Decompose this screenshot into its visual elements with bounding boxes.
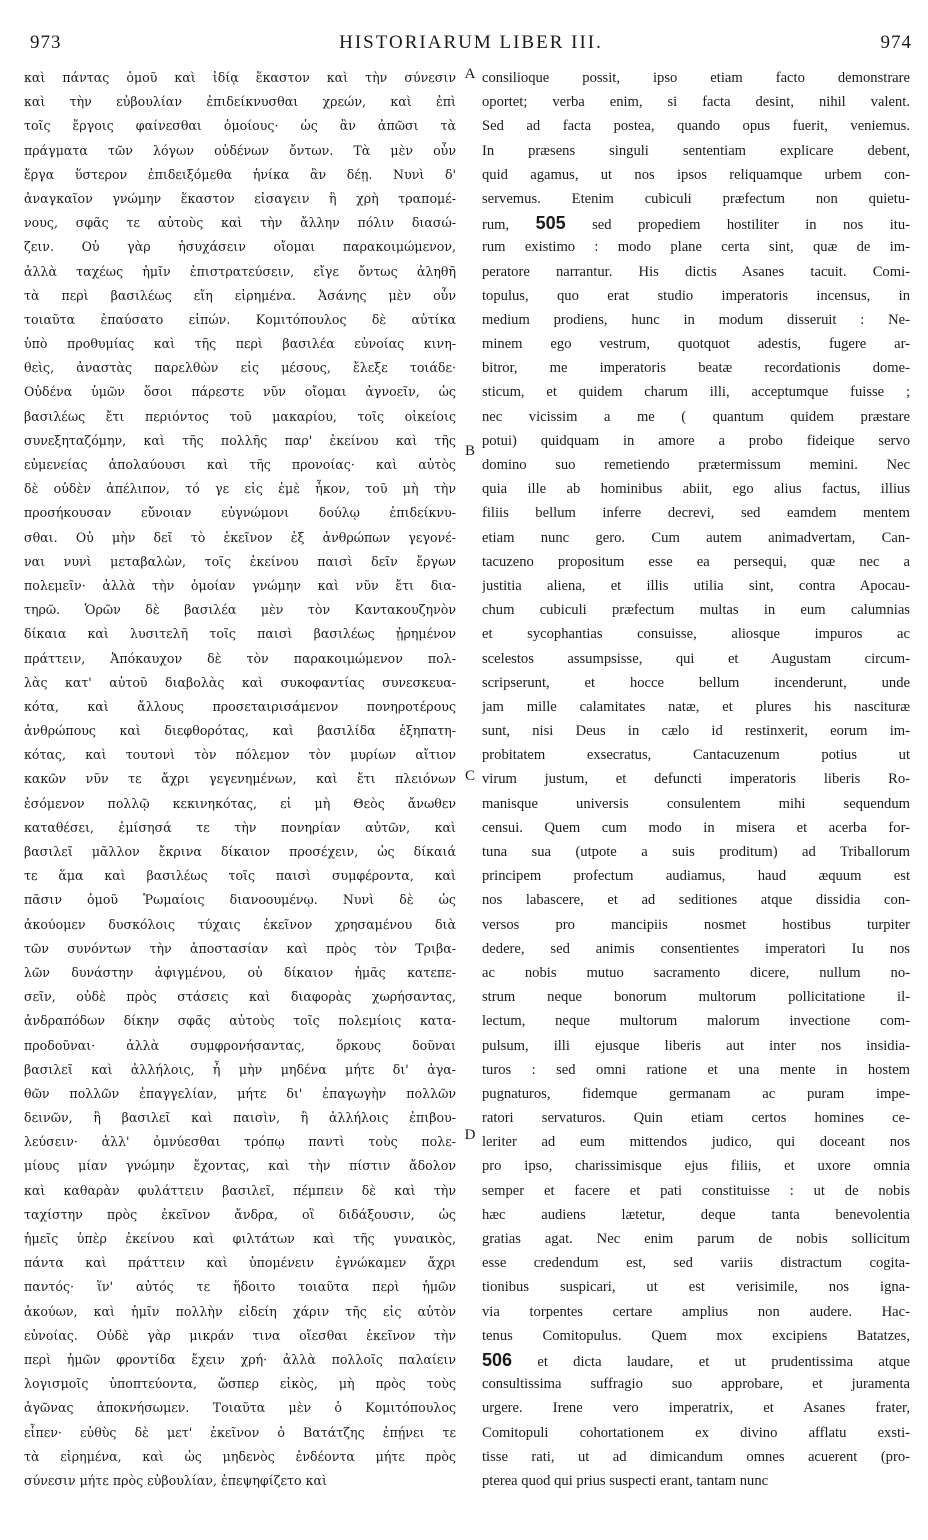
section-number: 506 [482, 1349, 513, 1370]
greek-text-line: πάντα καὶ πράττειν καὶ ὑπομένειν ἐγνώκαμεν ἄχρι [24, 1255, 456, 1271]
greek-text-line: καὶ καθαρὰν φυλάττειν βασιλεῖ, πέμπειν δὲ καὶ τὴν [24, 1182, 456, 1198]
latin-text-line: turos : sed omni ratione et una mente in hostem [482, 1061, 910, 1078]
greek-text-line: τοιαῦτα ἐπαύσατο εἰπών. Κομιτόπουλος δὲ αὐτίκα [24, 311, 456, 327]
latin-text-line: pugnaturos, fidemque germanam ac puram impe- [482, 1085, 910, 1102]
greek-text-line: Οὐδένα ὑμῶν ὅσοι πάρεστε νῦν οἴομαι ἀγνοεῖν, ὡς [24, 384, 456, 400]
latin-text-line: et sycophantias consuisse, aliosque impuros ac [482, 626, 910, 643]
latin-text-line: manisque universis consulentem mihi sequendum [482, 795, 910, 812]
greek-text-line: περὶ ἡμῶν φροντίδα ἔχειν χρή· ἀλλὰ πολλοῖς παλαίειν [24, 1351, 456, 1367]
greek-text-line: δίκαια καὶ λυσιτελῆ τοῖς παισὶ βασιλέως ᾑρημένον [24, 626, 456, 642]
latin-text-line: justitia aliena, et illis utilia sint, contra Apocau- [482, 577, 910, 594]
latin-text-line: dedere, sed animis consentientes imperatori Iu nos [482, 940, 910, 957]
greek-text-line: σεῖν, οὐδὲ πρὸς στάσεις καὶ διαφορὰς χωρήσαντας, [24, 989, 456, 1005]
page-number-right: 974 [880, 32, 912, 53]
margin-letter-a: A [464, 66, 476, 82]
latin-text-line: In præsens singuli sententiam explicare debent, [482, 142, 910, 159]
greek-text-line: παντός· ἵν' αὐτός τε ἥδοιτο τοιαῦτα περὶ ἡμῶν [24, 1279, 456, 1295]
greek-text-line: καὶ τὴν εὐβουλίαν ἐπιδείκνυσθαι χρεών, καὶ ἐπὶ [24, 94, 456, 110]
greek-text-line: κότας, καὶ τουτονὶ τὸν πόλεμον τὸν μυρίων αἴτιον [24, 747, 456, 763]
latin-text-line: consilioque possit, ipso etiam facto demonstrare [482, 70, 910, 86]
latin-text-line: semper et facere et pati constituisse : ut de nobis [482, 1182, 910, 1199]
page-number-left: 973 [30, 32, 62, 53]
latin-line-prefix: rum, [482, 217, 536, 234]
latin-text-line: tuna sua (utpote a suis proditum) ad Triballorum [482, 844, 910, 860]
latin-text-line: leriter ad eum mittendos judico, qui doceant nos [482, 1134, 910, 1151]
latin-text-line: esse credendum est, sed variis distractum cogita- [482, 1255, 910, 1272]
latin-text-line: etiam nunc gero. Cum autem animadvertam, Can- [482, 529, 910, 546]
greek-text-line: ναι νυνὶ μεταβαλὼν, τοῖς ἐκείνου παισὶ δεῖν ἔργων [24, 553, 456, 569]
greek-text-line: πράττειν, Ἀπόκαυχον δὲ τὸν παρακοιμώμενον πολ- [24, 650, 456, 666]
greek-text-line: λεύσειν· ἀλλ' ὀμνύεσθαι τρόπῳ παντὶ τοὺς πολε- [24, 1134, 456, 1150]
greek-text-line: ζειν. Οὐ γὰρ ἡσυχάσειν οἴομαι παρακοιμώμενον, [24, 239, 456, 255]
latin-text-line: topulus, quo erat studio imperatoris incensus, in [482, 287, 910, 304]
greek-text-line: λὰς κατ' αὐτοῦ διαβολὰς καὶ συκοφαντίας συνεσκευα- [24, 674, 456, 690]
latin-text-line: pulsum, illi ejusque liberis aut inter nos insidia- [482, 1037, 910, 1054]
greek-text-line: ὑπὸ προθυμίας καὶ τῆς περὶ βασιλέα εὐνοίας κινη- [24, 336, 456, 352]
greek-text-line: κακῶν νῦν τε ἄχρι γεγενημένων, καὶ ἔτι πλειόνων [24, 771, 456, 787]
greek-text-line: ἀναγκαῖον γνώμην ἕκαστον εἰσαγειν ἣ χρὴ τραπομέ- [24, 190, 456, 206]
latin-text-line: Sed ad facta postea, quando opus fuerit, veniemus. [482, 118, 910, 135]
greek-text-line: βασιλέως ἔτι περιόντος τοῦ μακαρίου, τοῖς οἰκείοις [24, 408, 456, 424]
greek-text-line: ταχίστην πρὸς ἐκεῖνον ἄνδρα, οἳ διδάξουσιν, ὡς [24, 1206, 456, 1222]
greek-text-line: θῶν πολλῶν ἐπαγγελίαν, μήτε δι' ἐπαγωγὴν πολλῶν [24, 1085, 456, 1101]
greek-text-line: τοῖς ἔργοις φαίνεσθαι ὁμοίους· ὡς ἂν ἀπῶσι τὰ [24, 118, 456, 134]
greek-text-line: τηρῶ. Ὁρῶν δὲ βασιλέα μὲν τὸν Καντακουζηνὸν [24, 602, 456, 618]
latin-line-rest: sed propediem hostiliter in nos itu- [565, 217, 910, 234]
latin-text-line: ratori servaturos. Quin etiam certos homines ce- [482, 1110, 910, 1127]
greek-text-line: προδοῦναι· ἀλλὰ συμφρονήσαντας, ὅρκους δοῦναι [24, 1037, 456, 1053]
greek-text-line: πολεμεῖν· ἀλλὰ τὴν ὁμοίαν γνώμην καὶ νῦν ἔτι δια- [24, 577, 456, 593]
greek-text-line: εὐνοίας. Οὐδὲ γὰρ μικράν τινα οἴεσθαι ἐκεῖνον τὴν [24, 1327, 456, 1343]
margin-letter-c: C [464, 768, 475, 784]
greek-text-line: ἀκούων, καὶ ἡμῖν πολλὴν εἰδείη χάριν τῆς εἰς αὐτὸν [24, 1303, 456, 1319]
greek-text-line: λογισμοῖς ὑποπτεύοντα, ὥσπερ εἰκὸς, μὴ πρὸς τοὺς [24, 1376, 456, 1392]
greek-text-line: θεὶς, ἀναστὰς παρελθὼν εἰς μέσους, ἔλεξε τοιάδε· [24, 360, 456, 376]
latin-text-line: potui) quidquam in amore a probo fideique servo [482, 432, 910, 449]
latin-column [482, 66, 910, 1526]
latin-text-line: tacuzeno propositum esse ea persequi, quæ nec a [482, 553, 910, 570]
latin-text-line: chum cubiculi præfectum multas in eum calumnias [482, 602, 910, 619]
latin-text-line: filiis bellum inferre decrevi, sed eamdem mentem [482, 505, 910, 522]
greek-text-line: τε ἅμα καὶ βασιλέως τοῖς παισὶ συμφέροντα, καὶ [24, 868, 456, 884]
latin-text-line: scelestos assumpsisse, qui et Augustam circum- [482, 650, 910, 667]
latin-text-line: principem profectum audiamus, haud æquum est [482, 868, 910, 885]
margin-letter-b: B [464, 443, 475, 459]
latin-text-line: scripserunt, et hocce bellum incenderunt, unde [482, 674, 910, 691]
greek-text-line: εὐμενείας ἀπολαύουσι καὶ τῆς προνοίας· καὶ αὐτὸς [24, 457, 456, 472]
latin-text-line: consultissima suffragio suo approbare, et juramenta [482, 1376, 910, 1393]
latin-text-line: urgere. Irene vero imperatrix, et Asanes frater, [482, 1400, 910, 1417]
greek-text-line: πᾶσιν ὁμοῦ Ῥωμαίοις διανοουμένῳ. Νυνὶ δὲ ὡς [24, 892, 456, 908]
latin-text-line: tionibus suspicari, ut est verisimile, nos igna- [482, 1279, 910, 1296]
latin-text-line: minem ego vestrum, quotquot adestis, fugere ar- [482, 336, 910, 353]
greek-text-line: καταθέσει, ἐμίσησά τε τὴν πονηρίαν αὐτῶν, καὶ [24, 819, 456, 835]
margin-letter-d: D [464, 1127, 476, 1143]
greek-text-line: ἀλλὰ ταχέως ἡμῖν ἐπιστρατεύσειν, εἴγε ὄντως ἀληθῆ [24, 263, 456, 279]
latin-text-line: quia ille ab hominibus abiit, ego alius factus, illius [482, 481, 910, 498]
latin-text-line: virum justum, et defuncti imperatoris liberis Ro- [482, 771, 910, 788]
greek-text-line: βασιλεῖ καὶ ἀλλήλοις, ἦ μὴν μηδένα μήτε δι' ἀγα- [24, 1061, 456, 1077]
running-title: HISTORIARUM LIBER III. [339, 32, 603, 53]
greek-text-line: ἀγῶνας ἀποκνήσωμεν. Τοιαῦτα μὲν ὁ Κομιτόπουλος [24, 1400, 456, 1416]
latin-text-line: nec vicissim a me ( quantum quidem præstare [482, 408, 910, 425]
greek-text-line: προσήκουσαν εὔνοιαν εὐγνώμονι δούλῳ ἐπιδείκνυ- [24, 505, 456, 521]
latin-text-line: quid agamus, ut nos ipsos reliquamque urbem con- [482, 166, 910, 183]
latin-text-line: ac nobis mutuo sacramento dicere, nullum no- [482, 964, 910, 981]
latin-text-line: jam mille calamitates natæ, et plures his nascituræ [482, 698, 910, 715]
greek-text-line: δὲ οὐδὲν ἀπέλιπον, τό γε εἰς ἐμὲ ἧκον, τοῦ μὴ τὴν [24, 481, 456, 497]
section-number: 505 [535, 213, 566, 234]
greek-text-line: ἀνδραπόδων δίκην σφᾶς αὐτοὺς τοῖς πολεμίοις κατα- [24, 1013, 456, 1029]
latin-text-line: versos pro mancipiis nosmet hostibus turpiter [482, 916, 910, 933]
greek-text-line: τὰ εἰρημένα, καὶ ὡς μηδενὸς ἐνδέοντα μήτε πρὸς [24, 1448, 456, 1464]
latin-text-line: domino suo remetiendo prætermissum memini. Nec [482, 457, 910, 473]
greek-text-line: ἔργα ὕστερον ἐπιδειξόμεθα ἡνίκα ἂν δέῃ. Νυνὶ δ' [24, 166, 456, 182]
latin-text-line: sunt, nisi Deus in cælo id restinxerit, eorum im- [482, 723, 910, 740]
latin-text-line: rum existimo : modo plane certa sint, quæ de im- [482, 239, 910, 256]
latin-text-line: bitror, me imperatoris beatæ recordationis dome- [482, 360, 910, 377]
greek-text-line: λῶν δυνάστην ἀφιγμένου, οὐ δίκαιον ἡμᾶς κατεπε- [24, 964, 456, 980]
latin-text-line: nos labascere, et ad seditiones atque dissidia con- [482, 892, 910, 909]
latin-text-line: peratore narrantur. His dictis Asanes tacuit. Comi- [482, 263, 910, 280]
latin-text-line: tenus Comitopulus. Quem mox excipiens Batatzes, [482, 1327, 910, 1344]
latin-text-line [482, 211, 910, 235]
latin-text-line [482, 1348, 910, 1372]
greek-text-line: καὶ πάντας ὁμοῦ καὶ ἰδίᾳ ἕκαστον καὶ τὴν σύνεσιν [24, 70, 456, 85]
latin-text-line: sticum, et quidem charum illi, acceptumque fuisse ; [482, 384, 910, 401]
greek-text-line: τὰ περὶ βασιλέως εἴη εἰρημένα. Ἀσάνης μὲν οὖν [24, 287, 456, 303]
latin-line-rest: et dicta laudare, et ut prudentissima atque [512, 1353, 910, 1370]
greek-text-line: σθαι. Οὐ μὴν δεῖ τὸ ἐκεῖνον ἐξ ἀνθρώπων γεγονέ- [24, 529, 456, 545]
latin-text-line: via torpentes certare amplius non audere. Hac- [482, 1303, 910, 1320]
latin-text-line: strum neque bonorum multorum pollicitatione il- [482, 989, 910, 1006]
page-header [30, 32, 912, 58]
latin-text-line: Comitopuli cohortationem ex divino afflatu exsti- [482, 1424, 910, 1441]
greek-column [24, 66, 456, 1526]
greek-text-line: νους, σφᾶς τε αὐτοὺς καὶ τὴν ἄλλην πόλιν διασώ- [24, 215, 456, 231]
greek-text-line: πράγματα τῶν λόγων οὐδένων ὄντων. Τὰ μὲν οὖν [24, 142, 456, 158]
latin-text-line: pterea quod qui prius suspecti erant, tantam nunc [482, 1472, 769, 1489]
greek-text-line: ἀκούομεν δυσκόλοις τύχαις ἐκεῖνον χρησαμένου διὰ [24, 916, 456, 932]
greek-text-line: κότα, καὶ ἄλλους προσεταιρισάμενον πονηροτέρους [24, 698, 456, 714]
greek-text-line: εἶπεν· εὐθὺς δὲ μετ' ἐκεῖνον ὁ Βατάτζης ἐπῄνει τε [24, 1424, 456, 1440]
latin-text-line: pro ipso, charissimisque ejus filiis, et uxore omnia [482, 1158, 910, 1175]
greek-text-line: μίους μίαν γνώμην ἔχοντας, καὶ τὴν πίστιν ἄδολον [24, 1158, 456, 1174]
greek-text-line: ἀνθρώπους καὶ διεφθορότας, καὶ βασιλίδα ἐξηπατη- [24, 723, 456, 739]
latin-text-line: medium prodiens, hunc in modum disseruit : Ne- [482, 311, 910, 328]
latin-text-line: gratias agat. Nec enim parum de nobis sollicitum [482, 1231, 910, 1247]
greek-text-line: ἡμεῖς ὑπὲρ ἐκείνου καὶ φιλτάτων καὶ τῆς γυναικὸς, [24, 1231, 456, 1246]
greek-text-line: δεινῶν, ἢ βασιλεῖ καὶ παισὶν, ἢ ἀλλήλοις ἐπιβου- [24, 1110, 456, 1126]
greek-text-line: συνεξηταζόμην, καὶ τῆς πολλῆς παρ' ἐκείνου καὶ τῆς [24, 432, 456, 448]
latin-text-line: hæc audiens lætetur, deque tanta benevolentia [482, 1206, 910, 1223]
latin-text-line: censui. Quem cum modo in misera et acerba for- [482, 819, 910, 836]
greek-text-line: σύνεσιν μήτε πρὸς εὐβουλίαν, ἐπεψηφίζετο καὶ [24, 1472, 327, 1488]
latin-text-line: probitatem exsecratus, Cantacuzenum potius ut [482, 747, 910, 764]
latin-text-line: oportet; verba enim, si facta desint, nihil valent. [482, 94, 910, 111]
greek-text-line: τῶν συνόντων τὴν ἀποστασίαν καὶ πρὸς τὸν Τριβα- [24, 940, 456, 956]
latin-text-line: tisse rati, ut ad dimicandum omnes acuerent (pro- [482, 1448, 910, 1465]
latin-text-line: lectum, neque multorum malorum invectione com- [482, 1013, 910, 1030]
greek-text-line: βασιλεῖ μᾶλλον ἔκρινα δίκαιον προσέχειν, ὡς δίκαιά [24, 844, 456, 859]
latin-text-line: servemus. Etenim cubiculi præfectum non quietu- [482, 190, 910, 207]
greek-text-line: ἐσόμενον πολλῷ κεκινηκότας, εἰ μὴ Θεὸς ἄνωθεν [24, 795, 456, 811]
